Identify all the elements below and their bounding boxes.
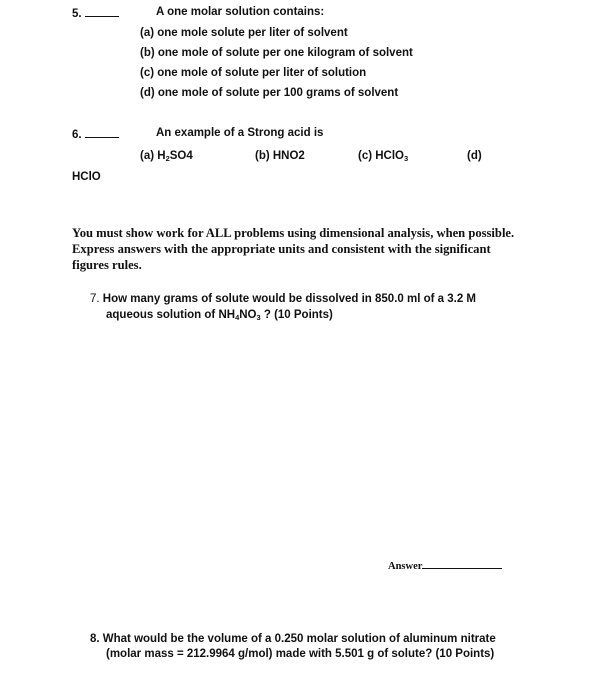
q6-option-a: (a) $H_2SO4$: [140, 150, 193, 163]
q5-option-b: (b) one mole of solute per one kilogram of solvent: [140, 47, 413, 59]
answer-label: Answer: [388, 561, 423, 572]
q6-option-c: (c) HClO$_3$: [358, 150, 409, 163]
q6-number: 6.: [72, 129, 82, 141]
q5-answer-blank: [85, 7, 119, 17]
answer-line: [422, 559, 502, 569]
q6-stem: An example of a Strong acid is: [156, 127, 324, 139]
q6-option-b: (b) HNO2: [255, 150, 305, 162]
q6-option-d: (d): [467, 150, 482, 162]
q5-option-c: (c) one mole of solute per liter of solution: [140, 67, 367, 79]
q7-line-1: 7. How many grams of solute would be dissolved in 850.0 ml of a 3.2 M: [90, 293, 476, 305]
q7-number: 7.: [90, 293, 100, 305]
answer-row: [388, 559, 502, 572]
q8-line-1: 8. What would be the volume of a 0.250 molar solution of aluminum nitrate: [90, 633, 496, 645]
q5-option-a: (a) one mole solute per liter of solvent: [140, 27, 348, 39]
instructions-paragraph: You must show work for ALL problems using dimensional analysis, when possible. Express answers with the appropriate units and consistent with the significant figures rules.: [72, 226, 515, 272]
q8-line-2: (molar mass = 212.9964 g/mol) made with 5.501 g of solute? (10 Points): [106, 648, 495, 660]
q7-line-2: aqueous solution of $NH_4NO_3$ ? (10 Points): [106, 309, 333, 322]
q5-option-d: (d) one mole of solute per 100 grams of solvent: [140, 87, 399, 99]
q6-option-d-value: HClO: [72, 171, 101, 183]
q5-number: 5.: [72, 8, 82, 20]
q5-number-row: [72, 7, 119, 20]
q5-stem: A one molar solution contains:: [156, 6, 325, 18]
q6-number-row: [72, 128, 119, 141]
q6-answer-blank: [85, 128, 119, 138]
